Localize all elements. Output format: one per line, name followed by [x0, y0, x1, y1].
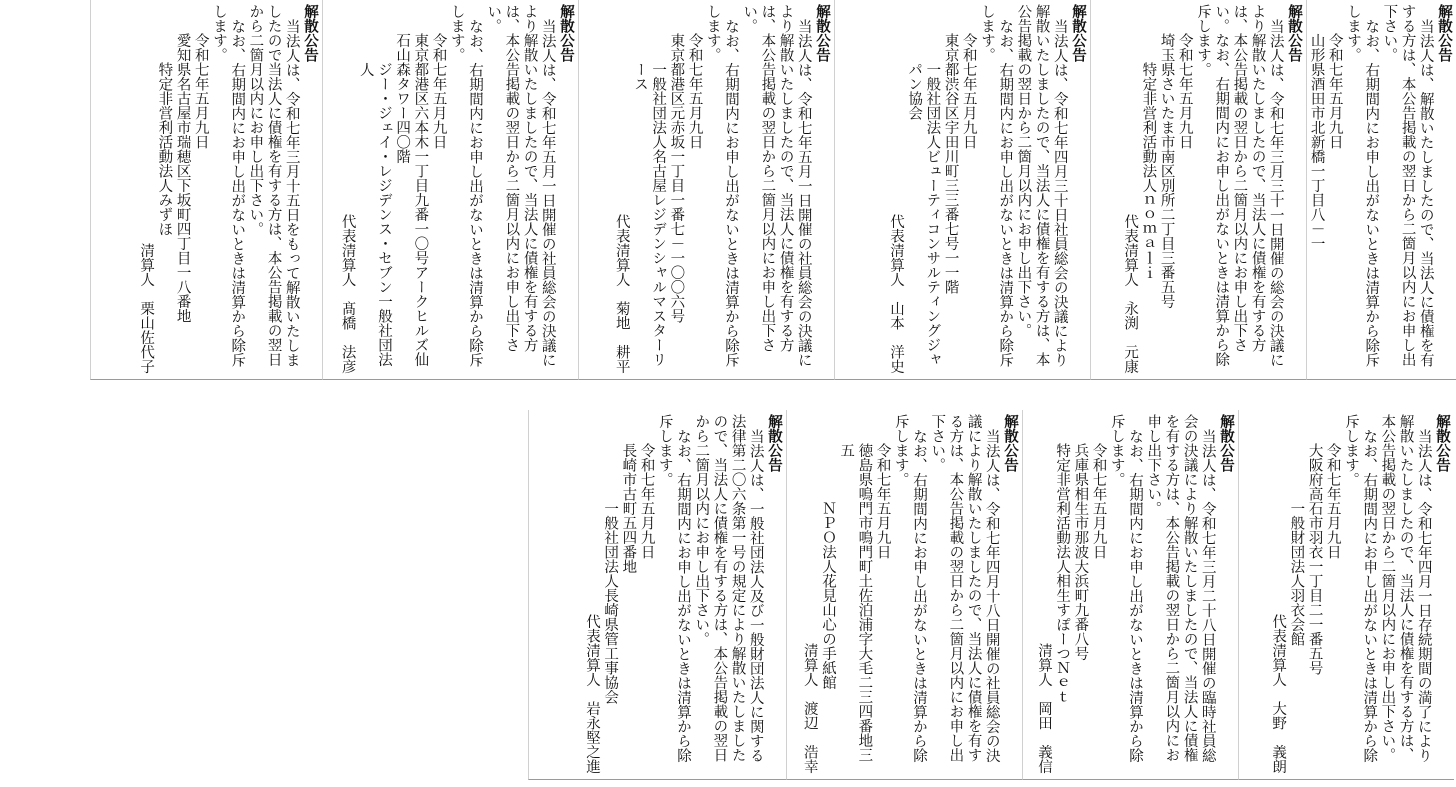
notice-org: 特定非営利活動法人相生すぽーつＮｅｔ [1054, 443, 1071, 704]
notice-date: 令和七年五月九日 [192, 33, 209, 149]
notice-title: 解散公告 [1436, 4, 1452, 62]
notice-date: 令和七年五月九日 [1324, 443, 1341, 559]
notice-note: なお、右期間内にお申し出がないときは清算から除斥します。 [1108, 414, 1143, 762]
notice-address: 兵庫県相生市那波大浜町九番八号 [1072, 443, 1089, 661]
notice-rep: 清算人 岡田 義信 [1035, 642, 1052, 773]
notice-body: 当法人は、令和七年五月一日開催の社員総会の決議により解散いたしましたので、当法人に債権を有する方は、本公告掲載の翌日から二箇月以内にお申し出下さい。 [741, 4, 812, 367]
notice-body: 当法人は、令和七年三月三十一日開催の総会の決議により解散いたしましたので、当法人に債権を有する方は、本公告掲載の翌日から二箇月以内にお申し出下さい。なお、右期間内にお申し出がないときは清算から除斥します。 [1194, 4, 1284, 367]
notice-address: 愛知県名古屋市瑞穂区下坂町四丁目一八番地 [174, 33, 191, 323]
notice-nagasaki-kankouji [528, 410, 786, 780]
notice-title: 解散公告 [766, 414, 782, 472]
notice-body: 当法人は、令和七年四月三十日社員総会の決議により解散いたしましたので、当法人に債権を有する方は、本公告掲載の翌日から二箇月以内にお申し出下さい。 [1015, 4, 1068, 367]
notice-rep: 清算人 栗山佐代子 [138, 242, 155, 373]
notice-title: 解散公告 [302, 4, 318, 62]
notice-title: 解散公告 [558, 4, 574, 62]
notice-rep: 清算人 渡辺 浩幸 [801, 642, 818, 773]
notice-address: 大阪府高石市羽衣一丁目二一番五号 [1306, 443, 1323, 675]
notice-fureai [1306, 0, 1456, 380]
notice-hagoromo [1238, 410, 1454, 780]
notice-body: 当法人は、解散いたしましたので、当法人に債権を有する方は、本公告掲載の翌日から二箇月以内にお申し出下さい。 [1381, 4, 1434, 367]
notice-mizuho [90, 0, 322, 380]
notice-org: 一般財団法人羽衣会館 [1288, 501, 1305, 646]
notice-date: 令和七年五月九日 [1176, 33, 1193, 149]
notice-title: 解散公告 [1070, 4, 1086, 62]
notice-note: なお、右期間内にお申し出がないときは清算から除斥します。 [1342, 414, 1378, 762]
notice-body: 当法人は、一般社団法人及び一般財団法人に関する法律第二〇六条第一号の規定により解散いたしましたので、当法人に債権を有する方は、本公告掲載の翌日から二箇月以内にお申し出下さい。 [693, 414, 764, 762]
notice-body: 当法人は、令和七年三月二十八日開催の臨時社員総会の決議により解散いたしましたので、当法人に債権を有する方は、本公告掲載の翌日から二箇月以内にお申し出下さい。 [1145, 414, 1216, 762]
notice-rep: 代表清算人 大野 義朗 [1270, 613, 1287, 773]
notices-top-row [0, 0, 1456, 380]
notice-rep: 代表清算人 岩永堅之進 [583, 613, 600, 773]
notice-org: 一般社団法人名古屋レジデンシャルマスターリース [631, 62, 667, 367]
notice-address: 徳島県鳴門市鳴門町土佐泊浦字大毛二三四番地三五 [838, 443, 873, 762]
notice-date: 令和七年五月九日 [430, 33, 447, 149]
notice-date: 令和七年五月九日 [874, 443, 891, 559]
notice-title: 解散公告 [1218, 414, 1234, 472]
notice-date: 令和七年五月九日 [638, 443, 655, 559]
notice-note: なお、右期間内にお申し出がないときは清算から除斥します。 [210, 4, 246, 367]
notice-address: 東京都港区六本木一丁目九番一〇号アークヒルズ仙石山森タワー四〇階 [394, 33, 429, 367]
notice-org: 特定非営利活動法人みずほ [156, 62, 173, 236]
notice-nomali [1090, 0, 1306, 380]
notice-date: 令和七年五月九日 [1090, 443, 1107, 559]
notice-title: 解散公告 [1434, 414, 1450, 472]
notice-title: 解散公告 [1002, 414, 1018, 472]
notice-note: なお、右期間内にお申し出がないときは清算から除斥します。 [892, 414, 927, 762]
notice-address: 山形県酒田市北新橋一丁目八－一 [1308, 33, 1325, 251]
notice-org: 特定非営利活動法人ｎｏｍａｌｉ [1140, 62, 1157, 280]
notice-title: 解散公告 [1286, 4, 1302, 62]
notice-body: 当法人は、令和七年四月一日存続期間の満了により解散いたしましたので、当法人に債権を有する方は、本公告掲載の翌日から二箇月以内にお申し出下さい。 [1379, 414, 1432, 762]
notice-date: 令和七年五月九日 [960, 33, 977, 149]
notices-bottom-row [0, 410, 1456, 780]
notice-aioi-sports [1022, 410, 1238, 780]
notice-address: 長崎市古町五四番地 [620, 443, 637, 574]
notice-note: なお、右期間内にお申し出がないときは清算から除斥します。 [656, 414, 691, 762]
notice-address: 埼玉県さいたま市南区別所二丁目三番五号 [1158, 33, 1175, 309]
notice-org: 一般社団法人ビューティコンサルティングジャパン協会 [906, 62, 941, 367]
notice-title: 解散公告 [814, 4, 830, 62]
notice-date: 令和七年五月九日 [686, 33, 703, 149]
notice-beauty [834, 0, 1090, 380]
notice-address: 東京都港区元赤坂一丁目一番七－一〇〇六号 [668, 33, 685, 323]
notice-rep: 代表清算人 菊地 耕平 [613, 213, 630, 373]
notice-rep: 代表清算人 永渕 元康 [1122, 213, 1139, 373]
notice-org: 一般社団法人長崎県管工事協会 [602, 501, 619, 704]
notice-address: 東京都渋谷区宇田川町三三番七号一一階 [942, 33, 959, 294]
notice-nagoya-residential [578, 0, 834, 380]
notice-note: なお、右期間内にお申し出がないときは清算から除斥します。 [978, 4, 1014, 367]
notice-org: ＮＰＯ法人花見山心の手紙館 [819, 501, 836, 690]
notice-date: 令和七年五月九日 [1326, 33, 1343, 149]
notice-org: ジー・ジェイ・レジデンス・セブン一般社団法人 [357, 62, 392, 367]
notice-note: なお、右期間内にお申し出がないときは清算から除斥します。 [1344, 4, 1380, 367]
notice-note: なお、右期間内にお申し出がないときは清算から除斥します。 [704, 4, 739, 367]
notice-body: 当法人は、令和七年五月一日開催の社員総会の決議により解散いたしましたので、当法人に債権を有する方は、本公告掲載の翌日から二箇月以内にお申し出下さい。 [485, 4, 556, 367]
notice-hanamiyama [786, 410, 1022, 780]
notice-body: 当法人は、令和七年四月十八日開催の社員総会の決議により解散いたしましたので、当法人に債権を有する方は、本公告掲載の翌日から二箇月以内にお申し出下さい。 [929, 414, 1000, 762]
notice-note: なお、右期間内にお申し出がないときは清算から除斥します。 [448, 4, 483, 367]
notice-rep: 代表清算人 髙橋 法彦 [339, 213, 356, 373]
notice-rep: 代表清算人 山本 洋史 [887, 213, 904, 373]
notice-gj-residence [322, 0, 578, 380]
notice-body: 当法人は、令和七年三月十五日をもって解散いたしましたので当法人に債権を有する方は、本公告掲載の翌日から二箇月以内にお申し出下さい。 [247, 4, 300, 367]
